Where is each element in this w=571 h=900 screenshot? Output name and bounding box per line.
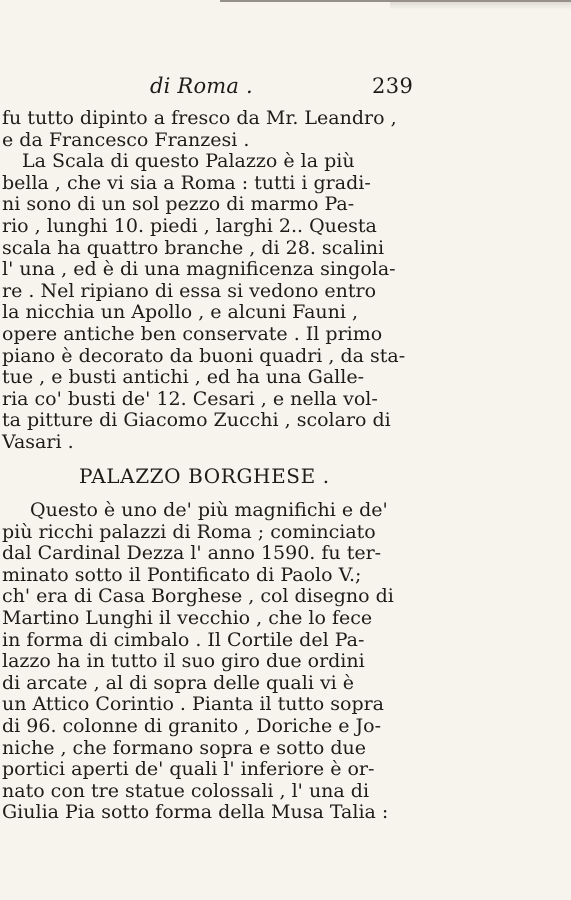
line-text: scala ha quattro branche , di 28. scalini — [2, 236, 385, 259]
text-line — [2, 630, 412, 652]
text-line — [2, 673, 412, 695]
text-line — [2, 108, 412, 130]
line-text: ch' era di Casa Borghese , col disegno di — [2, 585, 394, 608]
line-text: fu tutto dipinto a fresco da Mr. Leandro , — [2, 107, 397, 129]
text-line — [2, 324, 412, 346]
text-line — [30, 500, 440, 522]
text-line — [2, 346, 412, 368]
text-line — [2, 410, 412, 432]
text-line — [22, 151, 432, 173]
line-text: di arcate , al di sopra delle quali vi è — [2, 671, 355, 694]
text-line — [2, 522, 412, 544]
line-text: l' una , ed è di una magnificenza singola- — [2, 258, 396, 281]
text-line — [2, 281, 412, 303]
line-text: Giulia Pia sotto forma della Musa Talia : — [2, 801, 389, 824]
text-line — [2, 608, 412, 630]
line-text: di 96. colonne di granito , Doriche e Jo- — [2, 714, 381, 737]
line-text: ria co' busti de' 12. Cesari , e nella vol- — [2, 387, 378, 410]
line-text: un Attico Corintio . Pianta il tutto sopra — [2, 693, 385, 716]
line-text: Questo è uno de' più magnifichi e de' — [30, 499, 388, 521]
page-header — [0, 74, 571, 104]
line-text: tue , e busti antichi , ed ha una Galle- — [2, 366, 364, 389]
section-title: PALAZZO BORGHESE . — [79, 464, 330, 488]
text-line — [2, 367, 412, 389]
text-line — [2, 432, 412, 454]
text-line — [2, 389, 412, 411]
text-line — [2, 738, 412, 760]
line-text: la nicchia un Apollo , e alcuni Fauni , — [2, 301, 359, 324]
line-text: piano è decorato da buoni quadri , da sta- — [2, 344, 406, 367]
running-title: di Roma . — [150, 74, 253, 98]
text-line — [2, 716, 412, 738]
page-number: 239 — [372, 74, 414, 98]
line-text: ni sono di un sol pezzo di marmo Pa- — [2, 193, 355, 216]
line-text: lazzo ha in tutto il suo giro due ordini — [2, 650, 365, 673]
top-edge-shadow — [390, 2, 571, 10]
line-text: dal Cardinal Dezza l' anno 1590. fu ter- — [2, 542, 382, 565]
text-line — [2, 565, 412, 587]
line-text: portici aperti de' quali l' inferiore è or- — [2, 758, 375, 781]
line-text: Martino Lunghi il vecchio , che lo fece — [2, 606, 373, 629]
text-line — [2, 302, 412, 324]
text-line — [2, 216, 412, 238]
line-text: niche , che formano sopra e sotto due — [2, 736, 366, 759]
text-line — [2, 173, 412, 195]
text-line — [2, 543, 412, 565]
text-line — [2, 759, 412, 781]
paragraph-2 — [0, 500, 410, 824]
text-line — [2, 781, 412, 803]
text-line — [2, 259, 412, 281]
text-line — [2, 130, 412, 152]
line-text: in forma di cimbalo . Il Cortile del Pa- — [2, 628, 365, 651]
line-text: re . Nel ripiano di essa si vedono entro — [2, 279, 377, 302]
line-text: rio , lunghi 10. piedi , larghi 2.. Questa — [2, 214, 377, 237]
line-text: minato sotto il Pontificato di Paolo V.; — [2, 563, 362, 586]
text-line — [2, 651, 412, 673]
line-text: La Scala di questo Palazzo è la più — [22, 150, 355, 173]
text-line — [2, 694, 412, 716]
text-line — [2, 194, 412, 216]
text-line — [2, 238, 412, 260]
line-text: più ricchi palazzi di Roma ; cominciato — [2, 520, 376, 543]
text-line — [2, 802, 412, 824]
line-text: ta pitture di Giacomo Zucchi , scolaro di — [2, 409, 391, 432]
paragraph-1 — [0, 108, 410, 454]
text-line — [2, 586, 412, 608]
line-text: opere antiche ben conservate . Il primo — [2, 322, 383, 345]
line-text: nato con tre statue colossali , l' una di — [2, 779, 370, 802]
line-text: e da Francesco Franzesi . — [2, 128, 250, 151]
line-text: bella , che vi sia a Roma : tutti i gradi- — [2, 171, 371, 194]
line-text: Vasari . — [2, 430, 74, 453]
